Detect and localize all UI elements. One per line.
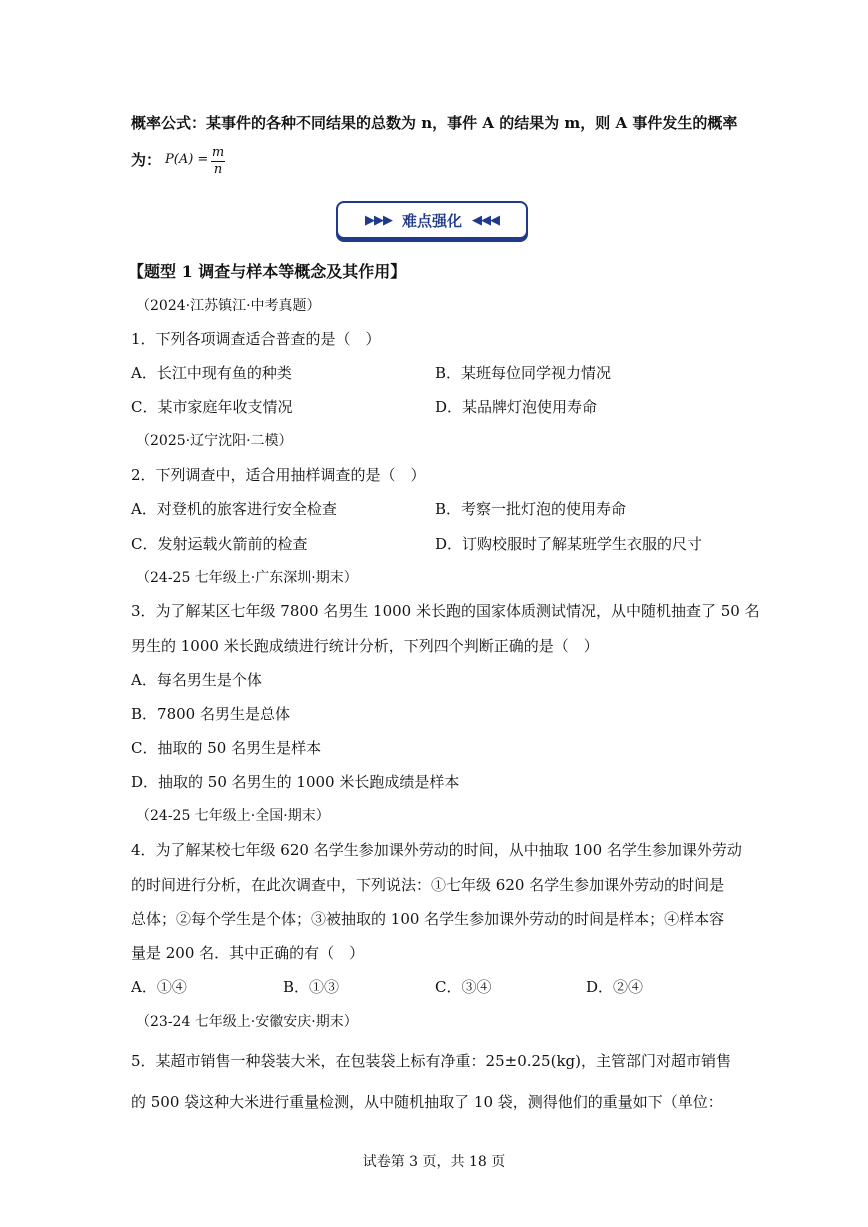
question-stem: 1．下列各项调查适合普查的是（ ） <box>131 330 381 348</box>
option-b: B．7800 名男生是总体 <box>131 705 290 723</box>
option-b: B．①③ <box>283 978 340 996</box>
question-stem: 2．下列调查中，适合用抽样调查的是（ ） <box>131 466 426 484</box>
option-d: D．订购校服时了解某班学生衣服的尺寸 <box>435 535 703 553</box>
probability-formula-text: 概率公式：某事件的各种不同结果的总数为 n，事件 A 的结果为 m，则 A 事件发生的概率 <box>131 114 738 132</box>
question-stem-line: 的 500 袋这种大米进行重量检测，从中随机抽取了 10 袋，测得他们的重量如下（单位： <box>131 1093 723 1111</box>
question-source: （2024·江苏镇江·中考真题） <box>136 298 321 314</box>
formula-numerator: m <box>211 145 225 160</box>
probability-formula-prefix: 为： <box>131 151 162 169</box>
option-d: D．②④ <box>586 978 644 996</box>
option-b: B．考察一批灯泡的使用寿命 <box>435 500 627 518</box>
question-stem-line: 5．某超市销售一种袋装大米，在包装袋上标有净重：25±0.25(kg)，主管部门对超市销售 <box>131 1052 731 1070</box>
formula-lhs: P(A) = <box>165 152 209 167</box>
formula-fraction <box>211 146 225 177</box>
option-c: C．某市家庭年收支情况 <box>131 398 293 416</box>
option-a: A．对登机的旅客进行安全检查 <box>131 500 337 518</box>
triple-right-arrow-icon: ▶▶▶ <box>364 212 392 228</box>
question-stem-line: 总体；②每个学生是个体；③被抽取的 100 名学生参加课外劳动的时间是样本；④样本容 <box>131 910 725 928</box>
triple-left-arrow-icon: ◀◀◀ <box>472 212 499 228</box>
question-stem-line: 男生的 1000 米长跑成绩进行统计分析，下列四个判断正确的是（ ） <box>131 637 599 655</box>
formula-denominator: n <box>213 162 223 177</box>
question-stem-line: 4．为了解某校七年级 620 名学生参加课外劳动的时间，从中抽取 100 名学生参加课外劳动 <box>131 841 742 859</box>
option-d: D．抽取的 50 名男生的 1000 米长跑成绩是样本 <box>131 773 460 791</box>
banner-title: 难点强化 <box>401 211 462 230</box>
section-title: 【题型 1 调查与样本等概念及其作用】 <box>128 262 407 281</box>
option-a: A．①④ <box>131 978 187 996</box>
question-stem-line: 的时间进行分析，在此次调查中，下列说法：①七年级 620 名学生参加课外劳动的时间是 <box>131 876 725 894</box>
question-source: （2025·辽宁沈阳·二模） <box>136 433 293 449</box>
option-b: B．某班每位同学视力情况 <box>435 364 612 382</box>
difficulty-banner <box>336 201 528 239</box>
option-a: A．长江中现有鱼的种类 <box>131 364 292 382</box>
page-footer: 试卷第 3 页，共 18 页 <box>362 1154 506 1170</box>
option-c: C．发射运载火箭前的检查 <box>131 535 308 553</box>
question-source: （24-25 七年级上·广东深圳·期末） <box>136 570 358 586</box>
question-stem-line: 3．为了解某区七年级 7800 名男生 1000 米长跑的国家体质测试情况，从中随机抽查了 50 名 <box>131 602 760 620</box>
question-stem-line: 量是 200 名．其中正确的有（ ） <box>131 944 365 962</box>
option-c: C．抽取的 50 名男生是样本 <box>131 739 322 757</box>
option-d: D．某品牌灯泡使用寿命 <box>435 398 598 416</box>
question-source: （24-25 七年级上·全国·期末） <box>136 808 330 824</box>
option-c: C．③④ <box>435 978 492 996</box>
question-source: （23-24 七年级上·安徽安庆·期末） <box>136 1014 358 1030</box>
option-a: A．每名男生是个体 <box>131 671 262 689</box>
